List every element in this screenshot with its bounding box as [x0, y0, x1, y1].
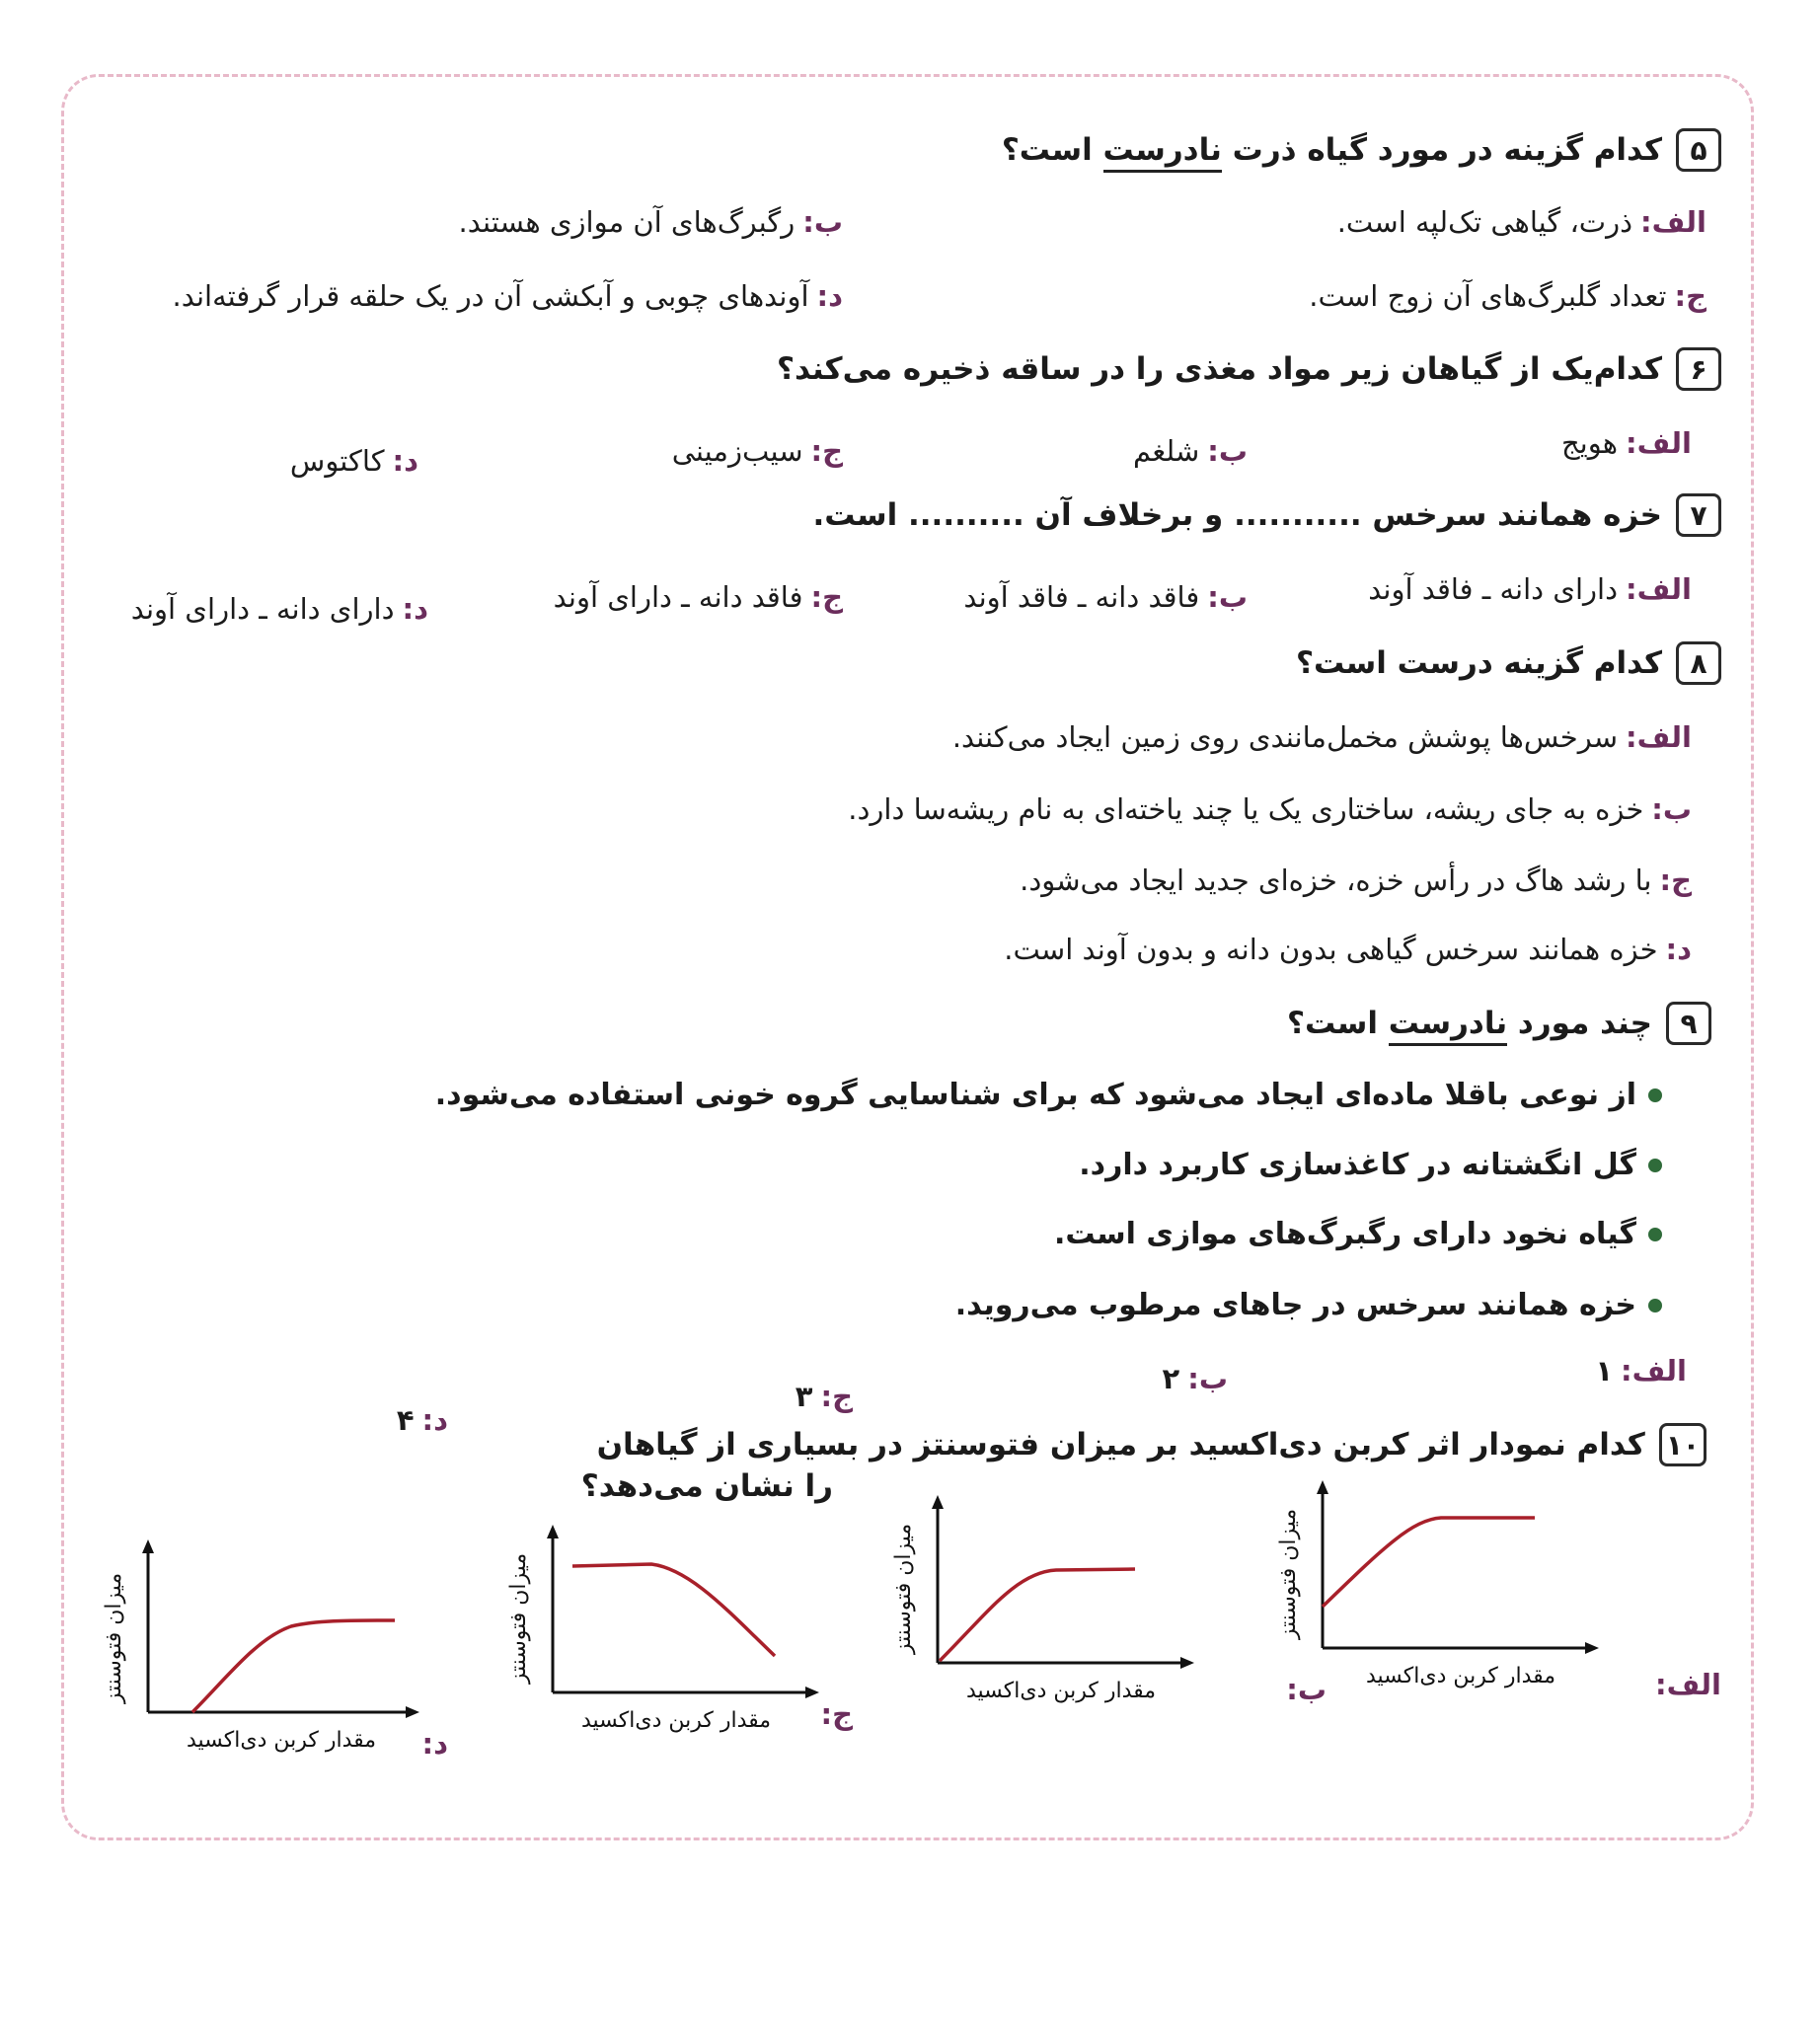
q8-option-alef[interactable]: الف:سرخس‌ها پوشش مخمل‌مانندی روی زمین ایجاد می‌کنند. — [951, 720, 1692, 754]
y-axis-arrow-icon — [547, 1525, 559, 1538]
q9-statement: گل انگشتانه در کاغذسازی کاربرد دارد. — [1079, 1148, 1662, 1182]
q6-text: کدام‌یک از گیاهان زیر مواد مغذی را در ساقه ذخیره می‌کند؟ — [777, 351, 1662, 387]
graph-jim[interactable] — [503, 1525, 829, 1752]
bullet-icon — [1648, 1228, 1662, 1241]
q10-option-alef[interactable]: الف: — [1655, 1668, 1721, 1701]
bullet-icon — [1648, 1159, 1662, 1172]
q10-text-line2: را نشان می‌دهد؟ — [580, 1468, 833, 1504]
y-axis-arrow-icon — [932, 1495, 944, 1509]
q5-option-alef[interactable]: الف:ذرت، گیاهی تک‌لپه است. — [1336, 205, 1706, 239]
x-axis-arrow-icon — [1180, 1657, 1194, 1669]
y-axis-arrow-icon — [1317, 1480, 1328, 1494]
x-axis-label: مقدار کربن دی‌اکسید — [965, 1679, 1157, 1703]
q7-number: ۷ — [1676, 493, 1721, 537]
q5-option-be[interactable]: ب:رگبرگ‌های آن موازی هستند. — [458, 205, 843, 239]
graph-dal-svg — [99, 1539, 434, 1766]
q8-number: ۸ — [1676, 641, 1721, 685]
x-axis-arrow-icon — [805, 1687, 819, 1698]
q7-option-alef[interactable]: الف:دارای دانه ـ فاقد آوند — [1368, 572, 1692, 606]
q9-statement: از نوعی باقلا ماده‌ای ایجاد می‌شود که برای شناسایی گروه خونی استفاده می‌شود. — [435, 1078, 1662, 1112]
q9-option-alef[interactable]: الف:۱ — [1595, 1354, 1687, 1388]
graph-dal[interactable] — [99, 1539, 434, 1766]
q10-option-jim[interactable]: ج: — [820, 1697, 853, 1731]
q10-option-be[interactable]: ب: — [1286, 1673, 1327, 1706]
y-axis-arrow-icon — [142, 1539, 154, 1553]
q6-header — [777, 347, 1721, 391]
q7-option-dal[interactable]: د:دارای دانه ـ دارای آوند — [130, 592, 428, 626]
graph-be[interactable] — [888, 1495, 1204, 1722]
q9-statement: خزه همانند سرخس در جاهای مرطوب می‌روید. — [955, 1288, 1662, 1322]
q5-header — [1002, 128, 1721, 172]
q5-underlined-word: نادرست — [1103, 132, 1222, 173]
x-axis-label: مقدار کربن دی‌اکسید — [1365, 1664, 1556, 1688]
graph-be-svg — [888, 1495, 1204, 1722]
q9-text: چند مورد نادرست است؟ — [1287, 1006, 1652, 1041]
q6-option-alef[interactable]: الف:هویج — [1560, 426, 1692, 460]
q9-option-dal[interactable]: د:۴ — [396, 1403, 448, 1437]
graph-curve — [940, 1569, 1135, 1661]
q5-option-dal[interactable]: د:آوندهای چوبی و آبکشی آن در یک حلقه قرار گرفته‌اند. — [172, 279, 843, 313]
x-axis-arrow-icon — [406, 1706, 419, 1718]
q5-option-jim[interactable]: ج:تعداد گلبرگ‌های آن زوج است. — [1309, 279, 1706, 313]
q6-option-jim[interactable]: ج:سیب‌زمینی — [671, 434, 843, 468]
q9-number: ۹ — [1666, 1002, 1711, 1045]
q10-option-dal[interactable]: د: — [421, 1727, 448, 1761]
q8-text: کدام گزینه درست است؟ — [1295, 645, 1662, 681]
x-axis-arrow-icon — [1585, 1642, 1599, 1654]
q7-option-jim[interactable]: ج:فاقد دانه ـ دارای آوند — [553, 580, 843, 614]
q7-option-be[interactable]: ب:فاقد دانه ـ فاقد آوند — [963, 580, 1248, 614]
q8-option-jim[interactable]: ج:با رشد هاگ در رأس خزه، خزه‌ای جدید ایجاد می‌شود. — [1020, 863, 1692, 897]
x-axis-label: مقدار کربن دی‌اکسید — [186, 1728, 377, 1753]
q6-option-be[interactable]: ب:شلغم — [1133, 434, 1248, 468]
x-axis-label: مقدار کربن دی‌اکسید — [580, 1708, 772, 1733]
q9-option-be[interactable]: ب:۲ — [1162, 1362, 1228, 1395]
q7-text: خزه همانند سرخس ........... و برخلاف آن .......... است. — [812, 497, 1662, 533]
bullet-icon — [1648, 1088, 1662, 1102]
q10-header — [597, 1423, 1706, 1466]
q8-option-dal[interactable]: د:خزه همانند سرخس گیاهی بدون دانه و بدون آوند است. — [1004, 933, 1692, 966]
y-axis-label: میزان فتوسنتز — [891, 1523, 916, 1655]
q5-number: ۵ — [1676, 128, 1721, 172]
q8-option-be[interactable]: ب:خزه به جای ریشه، ساختاری یک یا چند یاخته‌ای به نام ریشه‌سا دارد. — [848, 792, 1692, 826]
graph-curve — [1323, 1518, 1535, 1607]
q10-number: ۱۰ — [1659, 1423, 1706, 1466]
q9-header — [1287, 1002, 1711, 1045]
q9-statement: گیاه نخود دارای رگبرگ‌های موازی است. — [1054, 1217, 1662, 1251]
q10-header-line2 — [581, 1468, 833, 1504]
q6-option-dal[interactable]: د:کاکتوس — [289, 444, 418, 478]
q10-text-line1: کدام نمودار اثر کربن دی‌اکسید بر میزان فتوسنتز در بسیاری از گیاهان — [596, 1427, 1645, 1462]
q9-underlined-word: نادرست — [1389, 1006, 1507, 1046]
graph-jim-svg — [503, 1525, 829, 1752]
q9-option-jim[interactable]: ج:۳ — [795, 1380, 853, 1413]
y-axis-label: میزان فتوسنتز — [102, 1572, 126, 1704]
bullet-icon — [1648, 1299, 1662, 1312]
q8-header — [1296, 641, 1721, 685]
q7-header — [813, 493, 1722, 537]
graph-curve — [192, 1620, 395, 1712]
graph-curve — [572, 1564, 775, 1656]
q5-text: کدام گزینه در مورد گیاه ذرت نادرست است؟ — [1002, 132, 1662, 168]
q6-number: ۶ — [1676, 347, 1721, 391]
y-axis-label: میزان فتوسنتز — [1276, 1508, 1301, 1640]
y-axis-label: میزان فتوسنتز — [506, 1552, 531, 1685]
